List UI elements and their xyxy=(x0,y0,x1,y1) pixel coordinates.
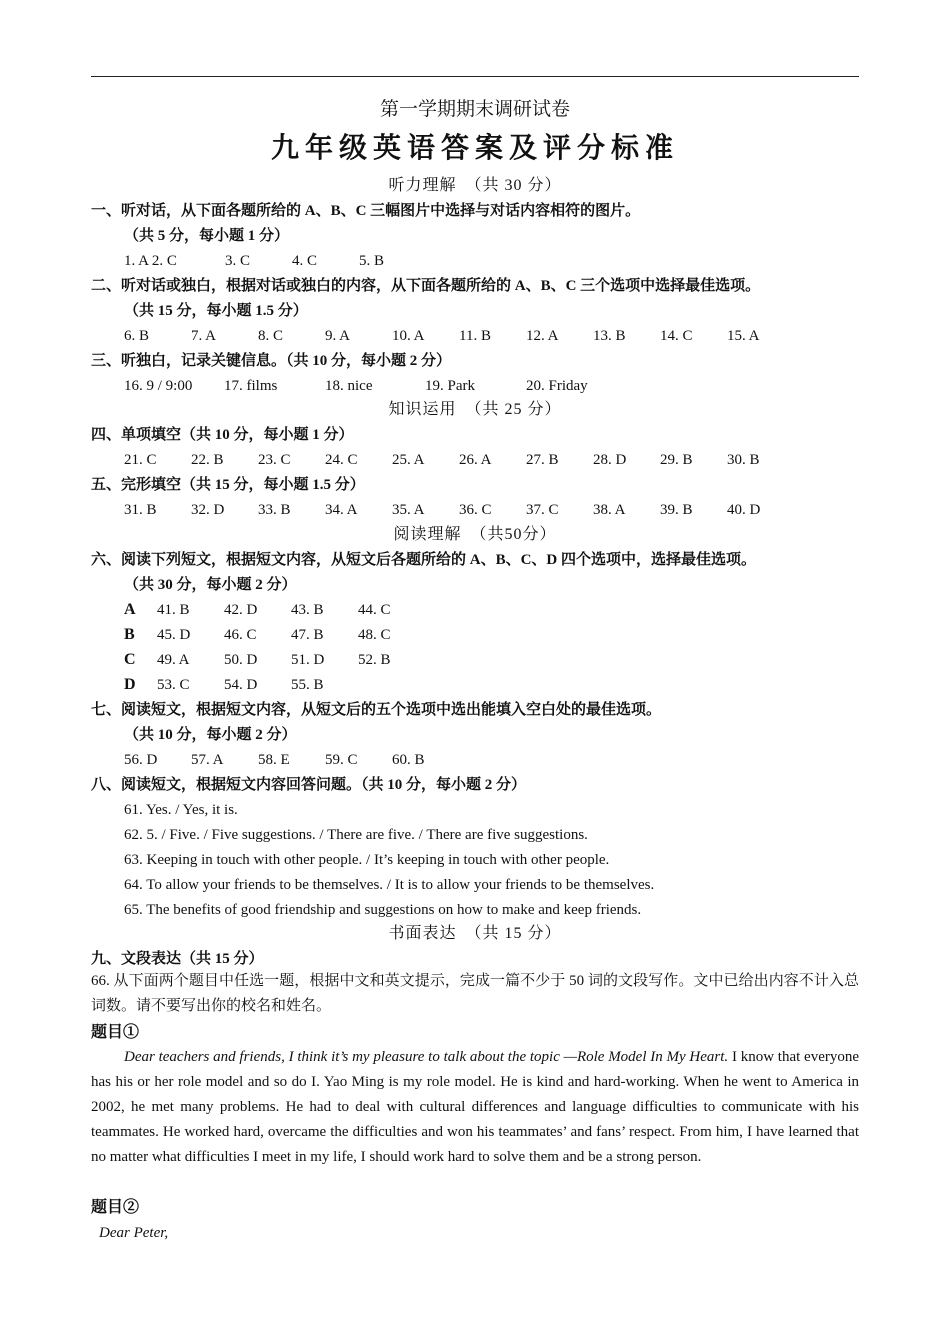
answer-item: 31. B xyxy=(124,502,157,518)
answer-item: 6. B xyxy=(124,328,150,344)
answer-item: 52. B xyxy=(358,652,391,668)
essay-body: I know that everyone has his or her role model and so do I. Yao Ming is my role model. He is kind and hard-working. When he went to America in 2002, he met many problems. He had to deal with cultural differences and language difficulties to communicate with his teammates. He worked hard, overcame the difficulties and won his teammates’ and fans’ respect. From him, I have learned that no matter what difficulties I meet in my life, I should work hard to solve them and be a strong person. xyxy=(91,1049,860,1165)
question-6-title: 六、阅读下列短文，根据短文内容，从短文后各题所给的 A、B、C、D 四个选项中，选择最佳选项。 xyxy=(91,552,757,568)
question-2-score: （共 15 分，每小题 1.5 分） xyxy=(124,303,308,319)
answer-item: 40. D xyxy=(727,502,761,518)
question-4-title: 四、单项填空（共 10 分，每小题 1 分） xyxy=(91,427,354,443)
passage-label: B xyxy=(124,626,135,643)
writing-instruction: 66. 从下面两个题目中任选一题，根据中文和英文提示，完成一篇不少于 50 词的文段写作。文中已给出内容不计入总词数。请不要写出你的校名和姓名。 xyxy=(91,973,859,1014)
answer-item: 9. A xyxy=(325,328,351,344)
answer-item: 29. B xyxy=(660,452,693,468)
answer-item: 15. A xyxy=(727,328,760,344)
answer-item: 26. A xyxy=(459,452,492,468)
answer-item: 55. B xyxy=(291,677,324,693)
question-7-title: 七、阅读短文，根据短文内容，从短文后的五个选项中选出能填入空白处的最佳选项。 xyxy=(91,702,662,718)
question-2-title: 二、听对话或独白，根据对话或独白的内容，从下面各题所给的 A、B、C 三个选项中选择最佳选项。 xyxy=(91,278,761,294)
page-title: 九年级英语答案及评分标准 xyxy=(270,133,679,164)
answer-line: 63. Keeping in touch with other people. / It’s keeping in touch with other people. xyxy=(124,852,610,868)
answer-item: 38. A xyxy=(593,502,626,518)
answer-item: 20. Friday xyxy=(526,378,588,394)
question-1-score: （共 5 分，每小题 1 分） xyxy=(124,228,290,244)
answer-item: 45. D xyxy=(157,627,191,643)
answer-item: 17. films xyxy=(224,378,278,394)
answer-item: 7. A xyxy=(191,328,217,344)
answer-item: 48. C xyxy=(358,627,391,643)
section-heading-writing: 书面表达 （共 15 分） xyxy=(388,925,562,942)
answer-item: 18. nice xyxy=(325,378,373,394)
answer-item: 51. D xyxy=(291,652,325,668)
topic-2-label: 题目② xyxy=(91,1199,140,1216)
answer-item: 43. B xyxy=(291,602,324,618)
answer-item: 41. B xyxy=(157,602,190,618)
section-heading-listening: 听力理解 （共 30 分） xyxy=(388,177,562,194)
answer-item: 5. B xyxy=(359,253,385,269)
answer-item: 58. E xyxy=(258,752,290,768)
answer-item: 34. A xyxy=(325,502,358,518)
question-6-score: （共 30 分，每小题 2 分） xyxy=(124,577,297,593)
answer-item: 8. C xyxy=(258,328,284,344)
answer-item: 32. D xyxy=(191,502,225,518)
answer-item: 4. C xyxy=(292,253,318,269)
answer-item: 57. A xyxy=(191,752,224,768)
question-9-title: 九、文段表达（共 15 分） xyxy=(91,951,264,967)
question-5-title: 五、完形填空（共 15 分，每小题 1.5 分） xyxy=(91,477,365,493)
topic-1-label: 题目① xyxy=(91,1024,140,1041)
answer-item: 44. C xyxy=(358,602,391,618)
answer-line: 65. The benefits of good friendship and suggestions on how to make and keep friends. xyxy=(124,902,642,918)
answer-item: 39. B xyxy=(660,502,693,518)
answer-item: 46. C xyxy=(224,627,257,643)
answer-item: 53. C xyxy=(157,677,190,693)
answer-item: 16. 9 / 9:00 xyxy=(124,378,193,394)
answer-line: 61. Yes. / Yes, it is. xyxy=(124,802,238,818)
answer-line: 64. To allow your friends to be themselves. / It is to allow your friends to be themselves. xyxy=(124,877,655,893)
answer-item: 24. C xyxy=(325,452,358,468)
answer-item: 42. D xyxy=(224,602,258,618)
answer-item: 25. A xyxy=(392,452,425,468)
answer-item: 28. D xyxy=(593,452,627,468)
topic-1-sample-essay xyxy=(91,1045,859,1170)
top-rule xyxy=(91,76,859,77)
answer-item: 37. C xyxy=(526,502,559,518)
answer-item: 35. A xyxy=(392,502,425,518)
answer-item: 11. B xyxy=(459,328,491,344)
answer-item: 3. C xyxy=(225,253,251,269)
answer-item: 22. B xyxy=(191,452,224,468)
section-heading-knowledge: 知识运用 （共 25 分） xyxy=(388,401,562,418)
answer-item: 27. B xyxy=(526,452,559,468)
question-7-score: （共 10 分，每小题 2 分） xyxy=(124,727,297,743)
answer-item: 50. D xyxy=(224,652,258,668)
answer-item: 36. C xyxy=(459,502,492,518)
passage-label: D xyxy=(124,676,136,693)
passage-label: C xyxy=(124,651,136,668)
answer-item: 10. A xyxy=(392,328,425,344)
question-8-title: 八、阅读短文，根据短文内容回答问题。（共 10 分，每小题 2 分） xyxy=(91,777,527,793)
answer-item: 14. C xyxy=(660,328,693,344)
topic-2-greeting: Dear Peter, xyxy=(99,1225,169,1241)
answer-item: 23. C xyxy=(258,452,291,468)
answer-item: 30. B xyxy=(727,452,760,468)
answer-item: 21. C xyxy=(124,452,157,468)
answer-item: 49. A xyxy=(157,652,190,668)
question-3-title: 三、听独白，记录关键信息。（共 10 分，每小题 2 分） xyxy=(91,353,452,369)
answer-line: 62. 5. / Five. / Five suggestions. / There are five. / There are five suggestions. xyxy=(124,827,588,843)
answer-item: 13. B xyxy=(593,328,626,344)
answer-item: 1. A 2. C xyxy=(124,253,177,269)
answer-item: 33. B xyxy=(258,502,291,518)
answer-item: 56. D xyxy=(124,752,158,768)
answer-item: 19. Park xyxy=(425,378,475,394)
passage-label: A xyxy=(124,601,136,618)
essay-opening: Dear teachers and friends, I think it’s my pleasure to talk about the topic —Role Model In My Heart. xyxy=(124,1049,729,1065)
exam-subtitle: 第一学期期末调研试卷 xyxy=(379,99,570,120)
question-1-title: 一、听对话，从下面各题所给的 A、B、C 三幅图片中选择与对话内容相符的图片。 xyxy=(91,203,641,219)
answer-item: 59. C xyxy=(325,752,358,768)
answer-item: 47. B xyxy=(291,627,324,643)
answer-item: 60. B xyxy=(392,752,425,768)
answer-item: 54. D xyxy=(224,677,258,693)
answer-item: 12. A xyxy=(526,328,559,344)
section-heading-reading: 阅读理解 （共50分） xyxy=(393,526,557,543)
